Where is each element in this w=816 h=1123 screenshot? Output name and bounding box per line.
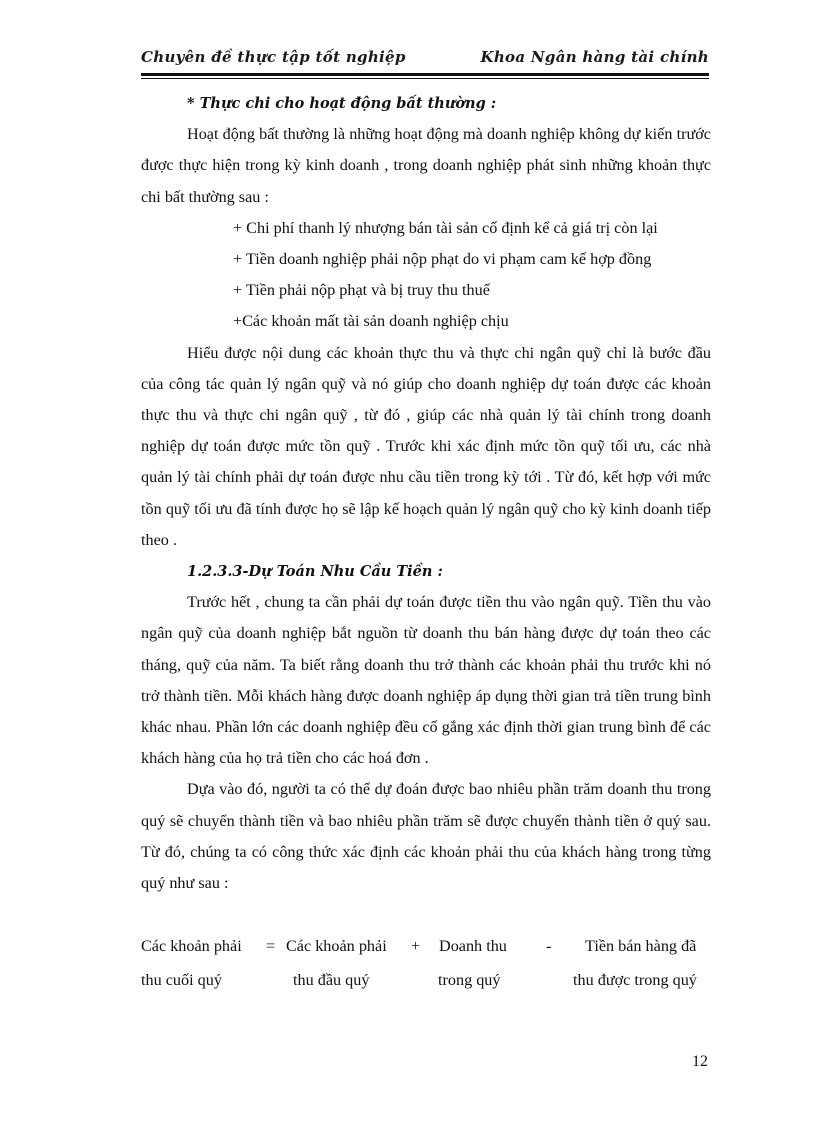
- formula-term2-line1: Các khoản phải: [286, 937, 387, 955]
- header-rule-thick: [141, 73, 709, 76]
- list-item: + Chi phí thanh lý nhượng bán tài sản cố định kể cả giá trị còn lại: [233, 218, 658, 237]
- formula-term1-line2: thu cuối quý: [141, 971, 222, 989]
- formula-minus: -: [546, 937, 552, 955]
- formula-term2-line2: thu đầu quý: [293, 971, 370, 989]
- formula-equals: =: [266, 937, 276, 955]
- formula-plus: +: [411, 937, 421, 955]
- page-number: 12: [692, 1053, 708, 1070]
- list-item: + Tiền doanh nghiệp phải nộp phạt do vi phạm cam kế hợp đồng: [233, 250, 652, 269]
- formula-term1-line1: Các khoản phải: [141, 937, 242, 955]
- header-right-title: Khoa Ngân hàng tài chính: [480, 48, 709, 66]
- formula-term3-line2: trong quý: [438, 971, 501, 989]
- paragraph-summary: Hiểu được nội dung các khoản thực thu và thực chi ngân quỹ chỉ là bước đầu của công tác quản lý ngân quỹ và nó giúp cho doanh nghiệp dự toán được các khoản thực thu và thực chi ngân quỹ , từ đó , giúp các nhà quản lý tài chính trong doanh nghiệp dự toán được mức tồn quỹ . Trước khi xác định mức tồn quỹ tối ưu, các nhà quản lý tài chính phải dự toán được nhu cầu tiền trong kỳ tới . Từ đó, kết hợp với mức tồn quỹ tối ưu đã tính được họ sẽ lập kế hoạch quản lý ngân quỹ cho kỳ kinh doanh tiếp theo .: [141, 343, 711, 549]
- formula-term4-line2: thu được trong quý: [573, 971, 697, 989]
- formula-term4-line1: Tiền bán hàng đã: [585, 937, 697, 955]
- header-left-title: Chuyên đề thực tập tốt nghiệp: [141, 48, 406, 66]
- list-item: + Tiền phải nộp phạt và bị truy thu thuế: [233, 281, 490, 300]
- section-heading-cash-needs: 1.2.3.3-Dự Toán Nhu Cầu Tiền :: [187, 563, 443, 581]
- formula-term3-line1: Doanh thu: [439, 937, 507, 955]
- section-heading-irregular-spending: * Thực chi cho hoạt động bất thường :: [187, 95, 497, 112]
- page-header: [141, 48, 709, 70]
- paragraph-cash-receipts: Trước hết , chung ta cần phải dự toán được tiền thu vào ngân quỹ. Tiền thu vào ngân quỹ của doanh nghiệp bắt nguồn từ doanh thu bán hàng được dự toán theo các tháng, quỹ của năm. Ta biết rằng doanh thu trở thành các khoản phải thu trước khi nó trở thành tiền. Mỗi khách hàng được doanh nghiệp áp dụng thời gian trả tiền trung bình khác nhau. Phần lớn các doanh nghiệp đều cố gắng xác định thời gian trung bình để các khách hàng của họ trả tiền cho các hoá đơn .: [141, 593, 711, 768]
- page-body: [141, 88, 711, 899]
- paragraph-formula-intro: Dựa vào đó, người ta có thể dự đoán được bao nhiêu phần trăm doanh thu trong quý sẽ chuyển thành tiền và bao nhiêu phần trăm sẽ được chuyển thành tiền ở quý sau. Từ đó, chúng ta có công thức xác định các khoản phải thu của khách hàng trong từng quý như sau :: [141, 780, 711, 893]
- paragraph-irregular-intro: Hoạt động bất thường là những hoạt động mà doanh nghiệp không dự kiến trước được thực hiện trong kỳ kinh doanh , trong doanh nghiệp phát sinh những khoản thực chi bất thường sau :: [141, 125, 711, 206]
- list-item: +Các khoản mất tài sản doanh nghiệp chịu: [233, 312, 509, 331]
- header-rule-thin: [141, 78, 709, 79]
